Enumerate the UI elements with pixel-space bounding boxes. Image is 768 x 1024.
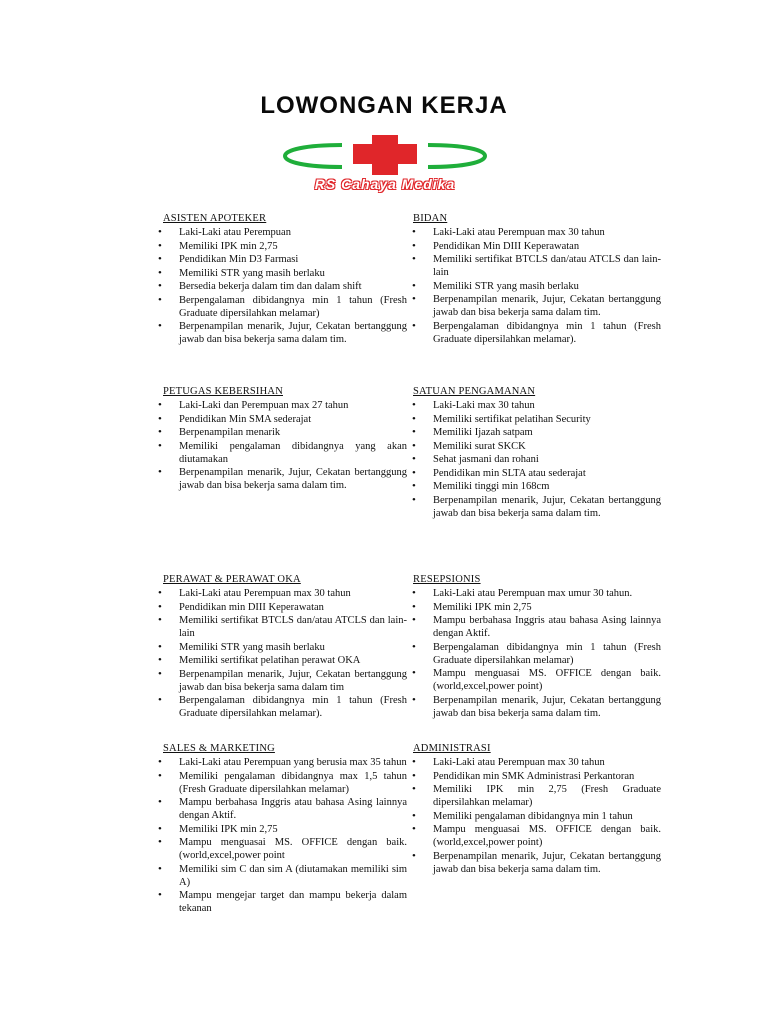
job-sales-marketing bbox=[157, 742, 407, 916]
requirement-item: • Berpenampilan menarik, Jujur, Cekatan bertanggung jawab dan bisa bekerja sama dalam tim. bbox=[411, 694, 661, 720]
requirements-list bbox=[411, 587, 661, 720]
red-cross-icon bbox=[353, 135, 417, 175]
job-heading: PERAWAT & PERAWAT OKA bbox=[163, 574, 301, 585]
requirement-item: • Memiliki pengalaman dibidangnya min 1 tahun bbox=[411, 810, 661, 823]
requirement-item: • Memiliki STR yang masih berlaku bbox=[157, 267, 407, 280]
job-heading: ASISTEN APOTEKER bbox=[163, 213, 267, 224]
job-heading: SATUAN PENGAMANAN bbox=[413, 386, 536, 397]
requirement-item: • Berpenampilan menarik bbox=[157, 426, 407, 439]
requirement-item: • Laki-Laki atau Perempuan max 30 tahun bbox=[411, 756, 661, 769]
requirement-item: • Memiliki sertifikat pelatihan Security bbox=[411, 413, 661, 426]
requirement-item: • Laki-Laki atau Perempuan yang berusia max 35 tahun bbox=[157, 756, 407, 769]
job-administrasi bbox=[411, 742, 661, 876]
requirements-list bbox=[411, 226, 661, 346]
requirements-list bbox=[411, 399, 661, 520]
requirement-item: • Laki-Laki dan Perempuan max 27 tahun bbox=[157, 399, 407, 412]
requirement-item: • Memiliki STR yang masih berlaku bbox=[157, 641, 407, 654]
job-heading: BIDAN bbox=[413, 213, 448, 224]
requirement-item: • Memiliki tinggi min 168cm bbox=[411, 480, 661, 493]
requirement-item: • Berpenampilan menarik, Jujur, Cekatan bertanggung jawab dan bisa bekerja sama dalam tim. bbox=[411, 850, 661, 876]
job-resepsionis bbox=[411, 573, 661, 720]
requirement-item: • Mampu mengejar target dan mampu bekerja dalam tekanan bbox=[157, 889, 407, 915]
job-heading: PETUGAS KEBERSIHAN bbox=[163, 386, 283, 397]
requirement-item: • Berpengalaman dibidangnya min 1 tahun (Fresh Graduate dipersilahkan melamar). bbox=[157, 694, 407, 720]
requirement-item: • Mampu menguasai MS. OFFICE dengan baik. (world,excel,power point) bbox=[411, 823, 661, 849]
requirement-item: • Berpengalaman dibidangnya min 1 tahun (Fresh Graduate dipersilahkan melamar) bbox=[157, 294, 407, 320]
job-satuan-pengamanan bbox=[411, 385, 661, 520]
page-title: LOWONGAN KERJA bbox=[260, 92, 508, 119]
requirements-list bbox=[157, 756, 407, 915]
requirement-item: • Laki-Laki atau Perempuan max 30 tahun bbox=[411, 226, 661, 239]
requirement-item: • Pendidikan Min DIII Keperawatan bbox=[411, 240, 661, 253]
requirement-item: • Mampu berbahasa Inggris atau bahasa Asing lainnya dengan Aktif. bbox=[157, 796, 407, 822]
requirement-item: • Berpenampilan menarik, Jujur, Cekatan bertanggung jawab dan bisa bekerja sama dalam tim. bbox=[157, 320, 407, 346]
requirement-item: • Memiliki IPK min 2,75 (Fresh Graduate dipersilahkan melamar) bbox=[411, 783, 661, 809]
requirement-item: • Sehat jasmani dan rohani bbox=[411, 453, 661, 466]
requirement-item: • Memiliki sertifikat BTCLS dan/atau ATCLS dan lain-lain bbox=[411, 253, 661, 279]
requirement-item: • Memiliki pengalaman dibidangnya yang akan diutamakan bbox=[157, 440, 407, 466]
requirement-item: • Laki-Laki atau Perempuan bbox=[157, 226, 407, 239]
job-heading: ADMINISTRASI bbox=[413, 743, 491, 754]
hospital-name: RS Cahaya Medika bbox=[314, 176, 456, 192]
job-petugas-kebersihan bbox=[157, 385, 407, 493]
requirements-list bbox=[411, 756, 661, 876]
requirement-item: • Memiliki IPK min 2,75 bbox=[157, 823, 407, 836]
requirement-item: • Berpenampilan menarik, Jujur, Cekatan bertanggung jawab dan bisa bekerja sama dalam tim bbox=[157, 668, 407, 694]
requirements-list bbox=[157, 587, 407, 720]
requirement-item: • Laki-Laki max 30 tahun bbox=[411, 399, 661, 412]
requirements-list bbox=[157, 226, 407, 346]
requirement-item: • Berpenampilan menarik, Jujur, Cekatan bertanggung jawab dan bisa bekerja sama dalam tim. bbox=[411, 494, 661, 520]
requirement-item: • Berpenampilan menarik, Jujur, Cekatan bertanggung jawab dan bisa bekerja sama dalam tim. bbox=[157, 466, 407, 492]
requirement-item: • Bersedia bekerja dalam tim dan dalam shift bbox=[157, 280, 407, 293]
job-bidan bbox=[411, 212, 661, 346]
requirement-item: • Mampu menguasai MS. OFFICE dengan baik. (world,excel,power point) bbox=[411, 667, 661, 693]
requirement-item: • Berpengalaman dibidangnya min 1 tahun (Fresh Graduate dipersilahkan melamar). bbox=[411, 320, 661, 346]
job-heading: SALES & MARKETING bbox=[163, 743, 275, 754]
requirement-item: • Laki-Laki atau Perempuan max 30 tahun bbox=[157, 587, 407, 600]
requirement-item: • Pendidikan Min D3 Farmasi bbox=[157, 253, 407, 266]
job-perawat-oka bbox=[157, 573, 407, 721]
requirement-item: • Memiliki sertifikat BTCLS dan/atau ATCLS dan lain-lain bbox=[157, 614, 407, 640]
requirement-item: • Pendidikan min DIII Keperawatan bbox=[157, 601, 407, 614]
requirement-item: • Memiliki IPK min 2,75 bbox=[411, 601, 661, 614]
requirement-item: • Laki-Laki atau Perempuan max umur 30 tahun. bbox=[411, 587, 661, 600]
requirement-item: • Memiliki surat SKCK bbox=[411, 440, 661, 453]
requirement-item: • Berpenampilan menarik, Jujur, Cekatan bertanggung jawab dan bisa bekerja sama dalam tim. bbox=[411, 293, 661, 319]
requirement-item: • Memiliki Ijazah satpam bbox=[411, 426, 661, 439]
requirement-item: • Memiliki IPK min 2,75 bbox=[157, 240, 407, 253]
requirement-item: • Pendidikan min SLTA atau sederajat bbox=[411, 467, 661, 480]
requirement-item: • Memiliki sim C dan sim A (diutamakan memiliki sim A) bbox=[157, 863, 407, 889]
requirement-item: • Berpengalaman dibidangnya min 1 tahun (Fresh Graduate dipersilahkan melamar) bbox=[411, 641, 661, 667]
requirement-item: • Pendidikan min SMK Administrasi Perkantoran bbox=[411, 770, 661, 783]
requirement-item: • Mampu menguasai MS. OFFICE dengan baik. (world,excel,power point bbox=[157, 836, 407, 862]
requirement-item: • Mampu berbahasa Inggris atau bahasa Asing lainnya dengan Aktif. bbox=[411, 614, 661, 640]
job-heading: RESEPSIONIS bbox=[413, 574, 481, 585]
requirement-item: • Memiliki STR yang masih berlaku bbox=[411, 280, 661, 293]
job-asisten-apoteker bbox=[157, 212, 407, 347]
requirement-item: • Memiliki sertifikat pelatihan perawat OKA bbox=[157, 654, 407, 667]
requirement-item: • Pendidikan Min SMA sederajat bbox=[157, 413, 407, 426]
requirement-item: • Memiliki pengalaman dibidangnya max 1,5 tahun (Fresh Graduate dipersilahkan melamar) bbox=[157, 770, 407, 796]
requirements-list bbox=[157, 399, 407, 492]
